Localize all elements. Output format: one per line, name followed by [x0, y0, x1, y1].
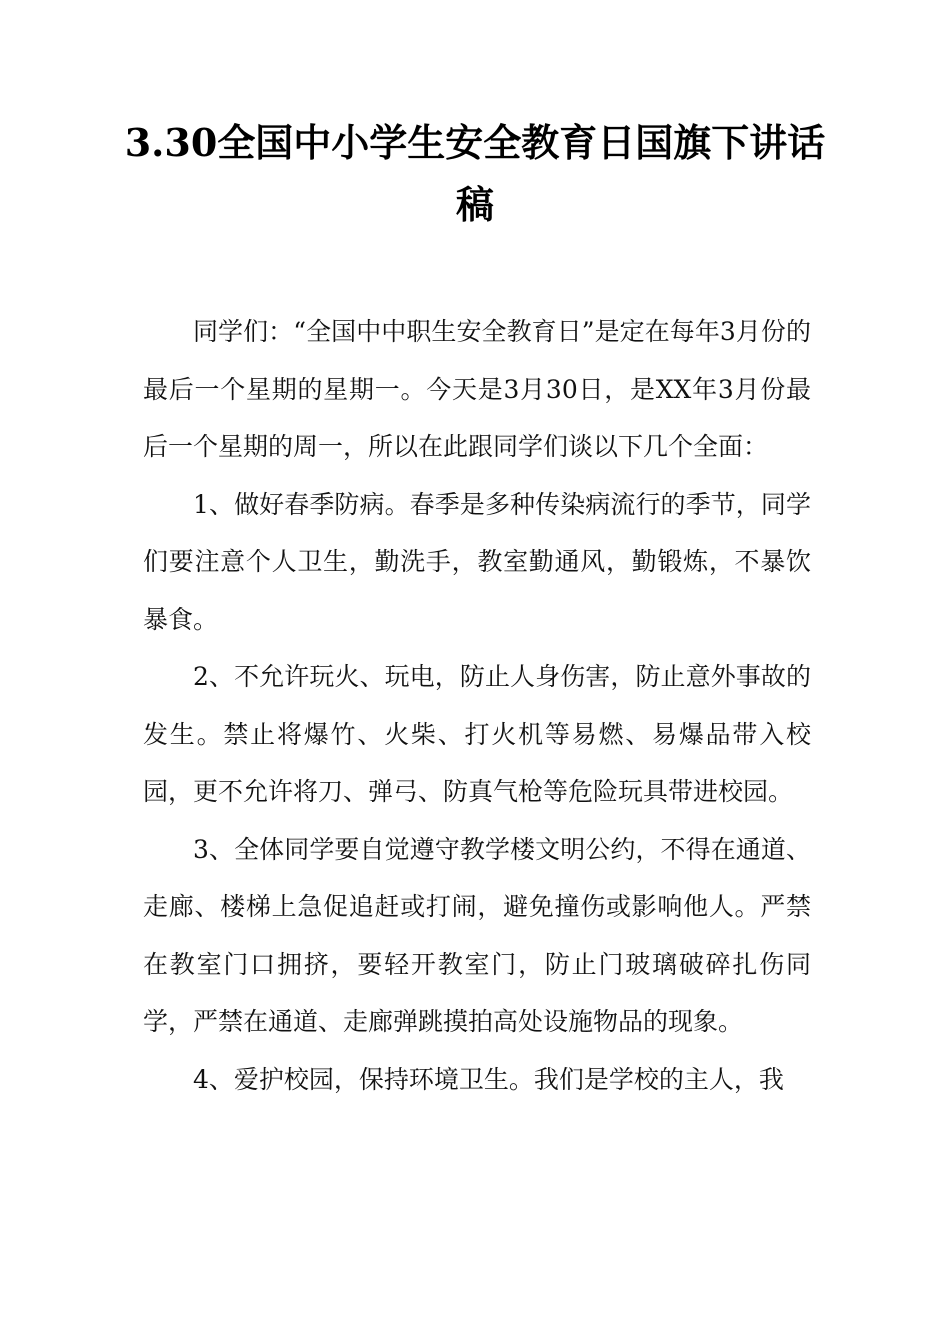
paragraph-item-4: 4、爱护校园，保持环境卫生。我们是学校的主人，我: [193, 1064, 784, 1094]
paragraph-item-2: 2、不允许玩火、玩电，防止人身伤害，防止意外事故的发生。禁止将爆竹、火柴、打火机等易燃、易爆品带入校园，更不允许将刀、弹弓、防真气枪等危险玩具带进校园。: [143, 662, 811, 806]
paragraph-item-1: 1、做好春季防病。春季是多种传染病流行的季节，同学们要注意个人卫生，勤洗手，教室勤通风，勤锻炼，不暴饮暴食。: [143, 489, 811, 634]
document-title: 3.30全国中小学生安全教育日国旗下讲话稿: [124, 120, 826, 227]
document-body: [143, 303, 811, 1108]
paragraph-intro: 同学们：“全国中中职生安全教育日”是定在每年3月份的最后一个星期的星期一。今天是3月30日，是XX年3月份最后一个星期的周一，所以在此跟同学们谈以下几个全面：: [143, 317, 811, 461]
paragraph-item-3: 3、全体同学要自觉遵守教学楼文明公约，不得在通道、走廊、楼梯上急促追赶或打闹，避免撞伤或影响他人。严禁在教室门口拥挤，要轻开教室门，防止门玻璃破碎扎伤同学，严禁在通道、走廊弹跳摸拍高处设施物品的现象。: [143, 834, 811, 1036]
